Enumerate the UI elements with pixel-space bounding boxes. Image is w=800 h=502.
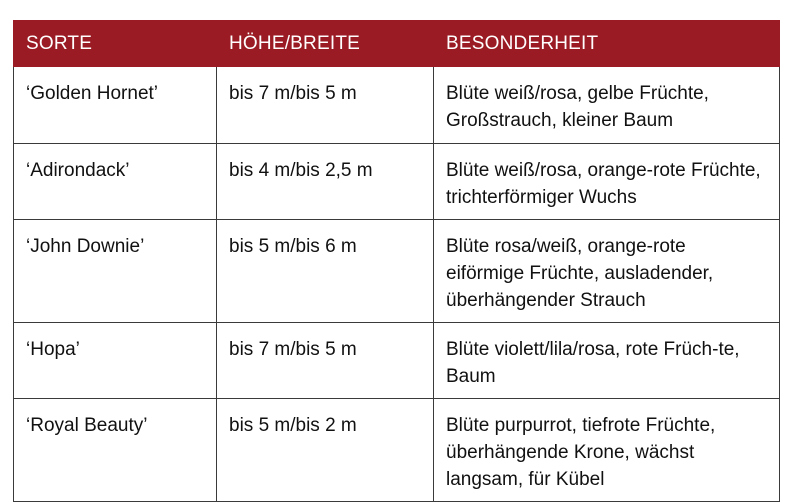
cell-hoehe-breite: bis 7 m/bis 5 m: [217, 67, 434, 144]
cell-sorte: ‘Royal Beauty’: [14, 399, 217, 502]
table-row: [14, 323, 780, 399]
cell-sorte: ‘Hopa’: [14, 323, 217, 399]
cell-besonderheit: Blüte weiß/rosa, gelbe Früchte, Großstrauch, kleiner Baum: [434, 67, 780, 144]
cell-besonderheit: Blüte violett/lila/rosa, rote Früch-te, Baum: [434, 323, 780, 399]
sorten-table-container: [13, 20, 779, 502]
header-sorte: SORTE: [14, 21, 217, 67]
cell-besonderheit: Blüte weiß/rosa, orange-rote Früchte, trichterförmiger Wuchs: [434, 144, 780, 220]
table-row: [14, 144, 780, 220]
cell-hoehe-breite: bis 7 m/bis 5 m: [217, 323, 434, 399]
table-header-row: [14, 21, 780, 67]
header-besonderheit: BESONDERHEIT: [434, 21, 780, 67]
cell-besonderheit: Blüte purpurrot, tiefrote Früchte, überhängende Krone, wächst langsam, für Kübel: [434, 399, 780, 502]
cell-hoehe-breite: bis 4 m/bis 2,5 m: [217, 144, 434, 220]
table-row: [14, 67, 780, 144]
cell-hoehe-breite: bis 5 m/bis 2 m: [217, 399, 434, 502]
cell-hoehe-breite: bis 5 m/bis 6 m: [217, 220, 434, 323]
cell-sorte: ‘Golden Hornet’: [14, 67, 217, 144]
cell-besonderheit: Blüte rosa/weiß, orange-rote eiförmige Früchte, ausladender, überhängender Strauch: [434, 220, 780, 323]
sorten-table: [13, 20, 780, 502]
table-row: [14, 399, 780, 502]
cell-sorte: ‘Adirondack’: [14, 144, 217, 220]
cell-sorte: ‘John Downie’: [14, 220, 217, 323]
header-hoehe-breite: HÖHE/BREITE: [217, 21, 434, 67]
table-row: [14, 220, 780, 323]
